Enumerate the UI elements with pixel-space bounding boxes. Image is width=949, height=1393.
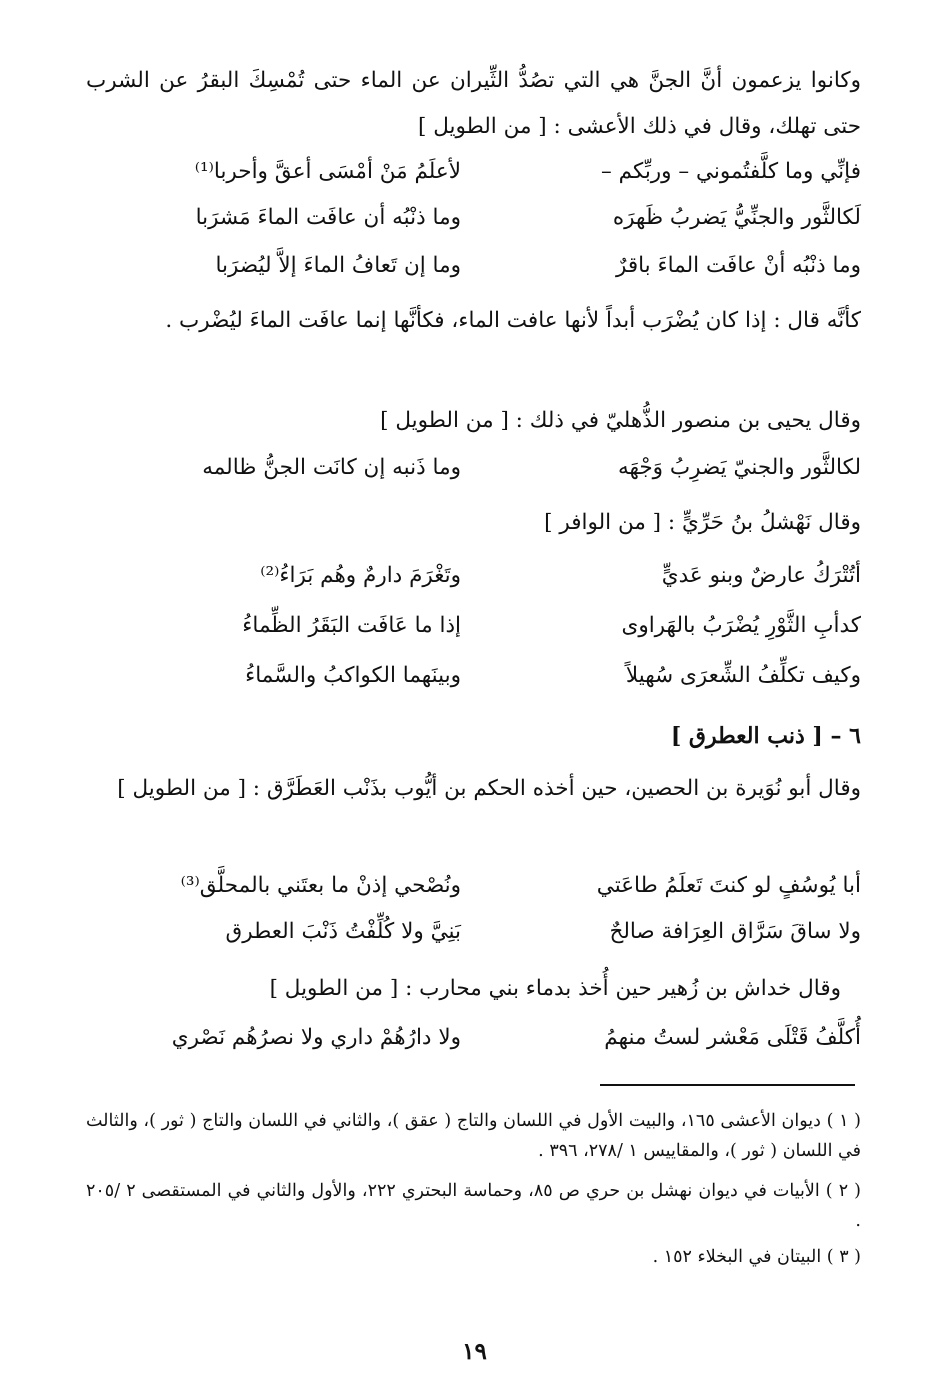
verse-line: [86, 556, 861, 596]
verse-second-hemistich: وبينَهما الكواكبُ والسَّماءُ: [245, 663, 461, 688]
section-heading: ٦ – [ ذنب العطرق ]: [670, 723, 861, 749]
footnote: ( ١ ) ديوان الأعشى ١٦٥، والبيت الأول في اللسان والتاج ( عقق )، والثاني في اللسان والتاج ( ثور )، والثالث في اللسان ( ثور )، والمقاييس ١ /٢٧٨، ٣٩٦ .: [86, 1111, 862, 1161]
verse-first-hemistich: كدأبِ الثَّوْرِ يُضْرَبُ بالهَراوى: [621, 613, 861, 638]
verse-first-hemistich: لكالثَّور والجنيّ يَضرِبُ وَجْهَه: [617, 455, 861, 480]
verse-line: [86, 448, 861, 488]
verse-second-hemistich: وما ذنْبُه أن عافَت الماءَ مَشرَبا: [195, 205, 461, 230]
intro-nahshal: وقال نَهْشلُ بنُ حَرِّيٍّ : [ من الوافر ]: [544, 510, 861, 535]
verse-first-hemistich: وما ذنْبُه أنْ عافَت الماءَ باقرٌ: [615, 253, 861, 278]
verse-second-hemistich: ونُصْحي إذنْ ما بعتَني بالمحلَّق⁽³⁾: [180, 873, 461, 898]
intro-yahya: وقال يحيى بن منصور الذُّهليّ في ذلك : [ من الطويل ]: [380, 408, 861, 433]
verse-second-hemistich: وما إن تَعافُ الماءَ إلاَّ ليُضرَبا: [215, 253, 461, 278]
footnote: ( ٣ ) البيتان في البخلاء ١٥٢ .: [652, 1247, 861, 1267]
verse-line: [86, 246, 861, 286]
verse-first-hemistich: وكيف تكلِّفُ الشِّعرَى سُهيلاً: [625, 663, 861, 688]
paragraph-intro: وكانوا يزعمون أنَّ الجنَّ هي التي تصُدُّ الثِّيران عن الماء حتى تُمْسِكَ البقرُ عن الشرب حتى تهلك، وقال في ذلك الأعشى : [ من الطويل ]: [86, 68, 861, 139]
intro-khidash: وقال خداش بن زُهير حين أُخذ بدماء بني محارب : [ من الطويل ]: [269, 976, 841, 1001]
verse-second-hemistich: ولا دارُهُمْ داري ولا نصرُهُم نَصْري: [171, 1025, 461, 1050]
verse-line: [86, 606, 861, 646]
paragraph-commentary: كأنَّه قال : إذا كان يُضْرَب أبداً لأنها عافت الماء، فكأنَّها إنما عافَت الماءَ ليُضْرب .: [165, 308, 861, 333]
verse-second-hemistich: إذا ما عَافَت البَقَرُ الظِّماءُ: [242, 613, 461, 638]
verse-second-hemistich: لأعلَمُ مَنْ أمْسَى أعقَّ وأحربا⁽¹⁾: [194, 159, 461, 184]
verse-first-hemistich: أُكلَّفُ قَتْلَى مَعْشر لستُ منهمُ: [604, 1025, 861, 1050]
verse-line: [86, 866, 861, 906]
verse-first-hemistich: أبا يُوسُفٍ لو كنتَ تَعلَمُ طاعَتي: [596, 873, 861, 898]
page-number: ١٩: [462, 1338, 487, 1365]
verse-line: [86, 1018, 861, 1058]
verse-first-hemistich: لَكالثَّور والجنِّيُّ يَضربُ ظَهرَه: [612, 205, 861, 230]
verse-second-hemistich: وما ذَنبه إن كانَت الجنُّ ظالمه: [202, 455, 461, 480]
footnote: ( ٢ ) الأبيات في ديوان نهشل بن حري ص ٨٥، وحماسة البحتري ٢٢٢، والأول والثاني في المستقصى ٢ /٢٠٥ .: [86, 1181, 861, 1231]
footnote-divider: [600, 1084, 855, 1086]
verse-line: [86, 152, 861, 192]
verse-line: [86, 198, 861, 238]
verse-first-hemistich: ولا ساقَ سَرَّاق العِرَافة صالحٌ: [609, 919, 861, 944]
verse-second-hemistich: وتَغْرَمَ دارمٌ وهُم بَرَاءُ⁽²⁾: [260, 563, 461, 588]
verse-line: [86, 912, 861, 952]
verse-first-hemistich: أتُتْرَكُ عارضٌ وبنو عَديٍّ: [661, 563, 861, 588]
verse-second-hemistich: بَنِيَّ ولا كُلِّفْتُ ذَنْبَ العطرق: [225, 919, 461, 944]
paragraph-abu-nuwayra: وقال أبو نُوَيرة بن الحصين، حين أخذه الحكم بن أيُّوب بذَنْب العَطَرَّق : [ من الطويل ]: [117, 776, 861, 801]
verse-first-hemistich: فإنِّي وما كلَّفتُموني – وربِّكم –: [601, 159, 861, 184]
verse-line: [86, 656, 861, 696]
